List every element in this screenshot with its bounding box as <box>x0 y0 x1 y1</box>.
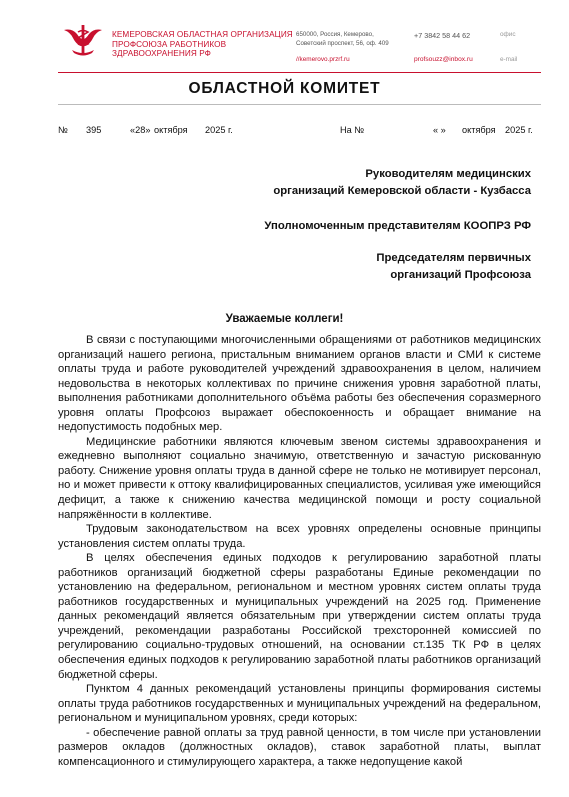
recipient-line: организаций Кемеровской области - Кузбасса <box>273 185 531 197</box>
address-line: Советский проспект, 56, оф. 409 <box>296 39 389 47</box>
email-label: e-mail <box>500 56 518 63</box>
email-link[interactable]: profsouzz@inbox.ru <box>414 56 473 63</box>
outgoing-year: 2025 г. <box>205 125 233 135</box>
paragraph: - обеспечение равной оплаты за труд равной ценности, в том числе при установлении размеров окладов (должностных окладов), ставок заработной платы, выплат компенсационного и стимулирующего характера, а также недопущение какой <box>58 726 541 768</box>
recipient-line: Председателям первичных <box>376 252 531 264</box>
header-divider <box>58 72 541 73</box>
incoming-number-label: На № <box>340 125 365 135</box>
recipient-line: Уполномоченным представителям КООПРЗ РФ <box>264 220 531 232</box>
outgoing-month: октября <box>154 125 188 135</box>
incoming-year: 2025 г. <box>505 125 533 135</box>
outgoing-day: «28» <box>130 125 151 135</box>
address-line: 650000, Россия, Кемерово, <box>296 31 374 38</box>
recipient-line: Руководителям медицинских <box>365 168 531 180</box>
organization-name <box>112 30 293 59</box>
greeting: Уважаемые коллеги! <box>225 313 344 325</box>
title-divider <box>58 104 541 105</box>
website-link[interactable]: //kemerovo.przrf.ru <box>296 56 350 63</box>
incoming-day: « » <box>433 125 446 135</box>
paragraph: В целях обеспечения единых подходов к регулированию заработной платы работников организаций бюджетной сферы разработаны Единые рекомендации по установлению на федеральном, региональном и местном уровнях систем оплаты труда работников государственных и муниципальных учреждений на 2025 год. Применение данных рекомендаций является обязательным при утверждении систем оплаты труда учреждений, рекомендации разработаны Российской трехсторонней комиссией по регулированию социально-трудовых отношений, на основании ст.135 ТК РФ в целях обеспечения единых подходов к регулированию заработной платы работников организаций бюджетной сферы. <box>58 552 541 681</box>
phone-number: +7 3842 58 44 62 <box>414 31 471 40</box>
letter-body <box>58 333 541 769</box>
organization-name-line: ЗДРАВООХРАНЕНИЯ РФ <box>112 49 212 59</box>
incoming-month: октября <box>462 125 496 135</box>
recipient-block <box>264 218 531 235</box>
postal-address <box>296 31 389 48</box>
outgoing-number: 395 <box>86 125 102 135</box>
outgoing-number-label: № <box>58 125 68 135</box>
paragraph: Трудовым законодательством на всех уровнях определены основные принципы установления систем оплаты труда. <box>58 523 541 550</box>
recipient-block <box>376 250 531 284</box>
union-logo-icon <box>58 22 108 58</box>
recipient-block <box>273 166 531 200</box>
paragraph: Пунктом 4 данных рекомендаций установлены принципы формирования системы оплаты труда работников государственных и муниципальных учреждений на федеральном, региональном и муниципальном уровнях, среди которых: <box>58 683 541 725</box>
committee-title: ОБЛАСТНОЙ КОМИТЕТ <box>188 80 381 97</box>
phone-label: офис <box>500 31 516 38</box>
recipient-line: организаций Профсоюза <box>390 269 531 281</box>
paragraph: В связи с поступающими многочисленными обращениями от работников медицинских организаций нашего региона, пристальным вниманием органов власти и СМИ к системе оплаты труда и работе руководителей учреждений здравоохранения в целом, наличием недовольства в некоторых коллективах по причине снижения уровня заработной платы, выполнения работниками дополнительного объёма работы без обеспечения соразмерного уровня оплаты Профсоюз выражает обеспокоенность и обращает внимание на недопустимость подобных мер. <box>58 334 541 434</box>
organization-name-line: ПРОФСОЮЗА РАБОТНИКОВ <box>112 39 227 49</box>
organization-name-line: КЕМЕРОВСКАЯ ОБЛАСТНАЯ ОРГАНИЗАЦИЯ <box>112 30 293 39</box>
paragraph: Медицинские работники являются ключевым звеном системы здравоохранения и ежедневно выполняют социально значимую, ответственную и зачастую рискованную работу. Снижение уровня оплаты труда в данной сфере не только не мотивирует персонал, но и может привести к оттоку квалифицированных специалистов, усиливая уже имеющийся дефицит, а также к снижению качества медицинской помощи и росту социальной напряжённости в коллективе. <box>58 435 541 521</box>
